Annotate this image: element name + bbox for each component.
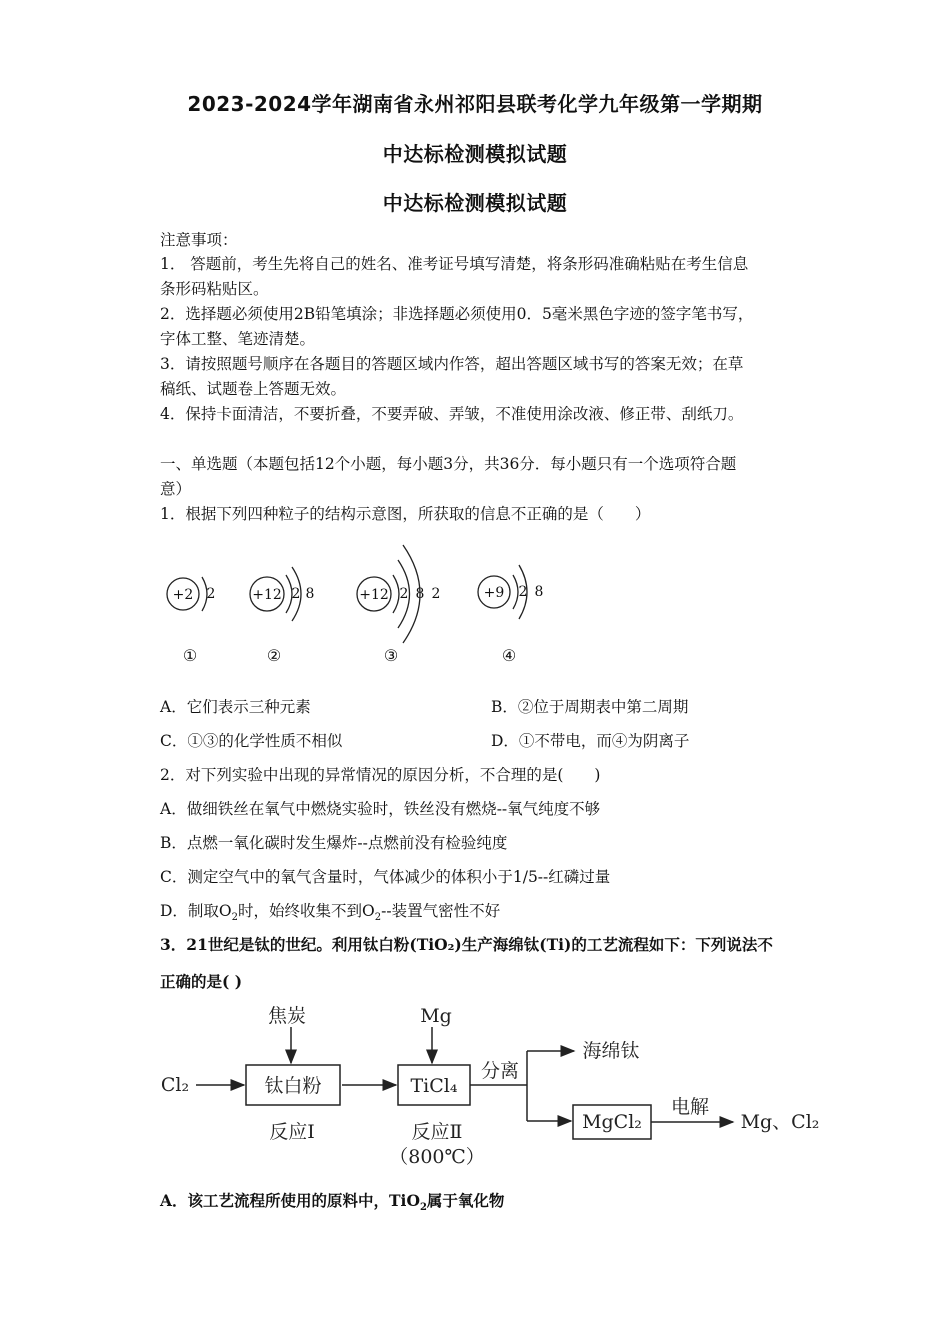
atom-3-electrons-shell-2: 8 — [415, 586, 425, 602]
notice-line-5: 3．请按照题号顺序在各题目的答题区域内作答，超出答题区域书写的答案无效；在草 — [160, 355, 744, 373]
atom-4-electrons-shell-2: 8 — [534, 584, 544, 600]
question-2-option-c: C．测定空气中的氧气含量时，气体减少的体积小于1/5--红磷过量 — [160, 868, 611, 886]
section-heading-line2: 意） — [160, 480, 192, 498]
notice-line-1: 1． 答题前，考生先将自己的姓名、准考证号填写清楚，将条形码准确粘贴在考生信息 — [160, 255, 749, 273]
question-1-option-b: B．②位于周期表中第二周期 — [491, 698, 689, 716]
question-2-option-d: D．制取$O_2$时，始终收集不到$O_2--$装置气密性不好 — [160, 902, 501, 924]
label-electrolysis: 电解 — [670, 1096, 710, 1118]
question-1-option-d: D．①不带电，而④为阴离子 — [491, 732, 690, 750]
question-2-stem: 2．对下列实验中出现的异常情况的原因分析，不合理的是( ) — [160, 766, 601, 784]
page-title-line1: 2023-2024学年湖南省永州祁阳县联考化学九年级第一学期期 — [187, 92, 763, 116]
atom-3-electrons-shell-1: 2 — [399, 586, 409, 602]
question-2-option-a: A．做细铁丝在氧气中燃烧实验时，铁丝没有燃烧--氧气纯度不够 — [160, 800, 601, 818]
notice-heading: 注意事项： — [160, 231, 238, 249]
section-heading-line1: 一、单选题（本题包括12个小题，每小题3分，共36分．每小题只有一个选项符合题 — [160, 455, 737, 473]
atom-3-shell-1 — [393, 575, 399, 613]
question-1-option-a: A．它们表示三种元素 — [160, 698, 311, 716]
notice-line-6: 稿纸、试题卷上答题无效。 — [160, 380, 347, 398]
label-reaction-1: 反应Ⅰ — [269, 1121, 315, 1143]
atom-1-nucleus: +2 — [172, 587, 194, 603]
label-temperature: （800℃） — [389, 1146, 485, 1168]
question-3-option-a: A．该工艺流程所使用的原料中，TiO$_2$属于氧化物 — [160, 1191, 505, 1214]
label-sponge-titanium: 海绵钛 — [582, 1040, 640, 1062]
label-products: Mg、Cl₂ — [740, 1111, 820, 1133]
label-reaction-2: 反应Ⅱ — [411, 1121, 463, 1143]
label-separate: 分离 — [480, 1060, 520, 1082]
label-box-ticl4: TiCl₄ — [410, 1075, 458, 1097]
question-3-stem-line1: 3．21世纪是钛的世纪。利用钛白粉(TiO₂)生产海绵钛(Ti)的工艺流程如下：下列说法不 — [160, 935, 773, 954]
atom-2-electrons-shell-1: 2 — [291, 586, 301, 602]
label-box-mgcl2: MgCl₂ — [582, 1111, 642, 1133]
label-box-titanium-white: 钛白粉 — [264, 1075, 322, 1097]
notice-line-2: 条形码粘贴区。 — [160, 280, 269, 298]
atom-1-label: ① — [182, 646, 198, 665]
atom-3-electrons-shell-3: 2 — [431, 586, 441, 602]
titanium-process-flow-diagram — [0, 995, 950, 1170]
question-3-stem-line2: 正确的是( ) — [160, 972, 243, 991]
page-title-line3: 中达标检测模拟试题 — [382, 191, 568, 215]
page-title-line2: 中达标检测模拟试题 — [382, 142, 568, 166]
notice-line-7: 4．保持卡面清洁，不要折叠，不要弄破、弄皱，不准使用涂改液、修正带、刮纸刀。 — [160, 405, 744, 423]
atom-3-nucleus: +12 — [359, 587, 389, 603]
label-mg-in: Mg — [420, 1005, 452, 1027]
atom-4-electrons-shell-1: 2 — [518, 584, 528, 600]
notice-line-4: 字体工整、笔迹清楚。 — [160, 330, 316, 348]
question-2-option-b: B．点燃一氧化碳时发生爆炸--点燃前没有检验纯度 — [160, 834, 508, 852]
notice-line-3: 2．选择题必须使用2B铅笔填涂；非选择题必须使用0．5毫米黑色字迹的签字笔书写， — [160, 305, 754, 323]
atom-4-nucleus: +9 — [483, 585, 505, 601]
label-coke: 焦炭 — [267, 1005, 307, 1027]
atom-1-electrons-shell-1: 2 — [206, 586, 216, 602]
atom-4-shell-1 — [513, 575, 518, 609]
question-1-stem: 1．根据下列四种粒子的结构示意图，所获取的信息不正确的是（ ） — [160, 505, 651, 523]
atomic-structure-diagrams — [0, 535, 950, 675]
question-1-option-c: C．①③的化学性质不相似 — [160, 732, 343, 750]
atom-2-nucleus: +12 — [252, 587, 282, 603]
atom-2-electrons-shell-2: 8 — [305, 586, 315, 602]
atom-3-label: ③ — [383, 646, 399, 665]
atom-2-label: ② — [266, 646, 282, 665]
atom-4-label: ④ — [501, 646, 517, 665]
label-cl2-in: Cl₂ — [160, 1074, 190, 1096]
